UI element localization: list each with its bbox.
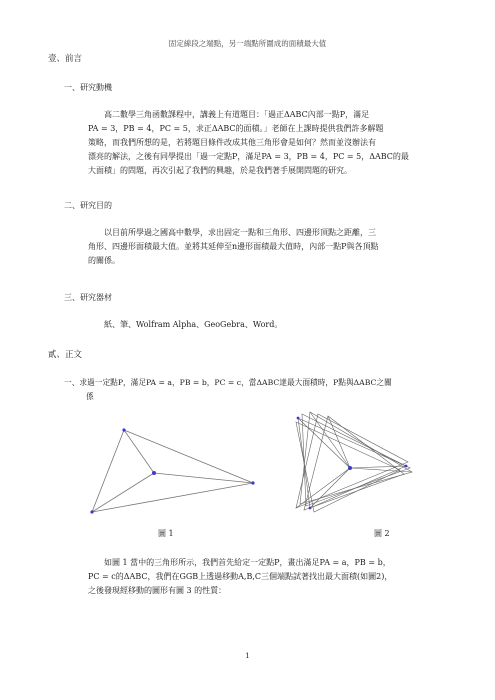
paragraph-line: 角形、四邊形面積最大值。並將其延伸至n邊形面積最大值時，內部一點P與各頂點 — [88, 242, 379, 251]
paragraph-line: 高二數學三角函數課程中，講義上有道題目：「過正ΔABC內部一點P，滿足 — [104, 110, 370, 119]
paragraph-line: 的關係。 — [88, 256, 120, 265]
paragraph-line: PC = c的ΔABC，我們在GGB上透過移動A,B,C三個端點試著找出最大面積(如圖2)， — [88, 572, 393, 581]
page-number: 1 — [245, 652, 250, 660]
paragraph-figure-description — [88, 556, 444, 598]
paragraph-purpose — [88, 226, 444, 268]
figure-2 — [288, 408, 418, 518]
triangle-trace — [304, 416, 404, 510]
segment-pb — [154, 473, 253, 483]
paragraph-line: 策略，而我們所想的是，若將題目條件改成其他三角形會是如何？然而並沒辦法有 — [88, 138, 376, 147]
paragraph-line: 紙、筆、Wolfram Alpha、GeoGebra、Word。 — [104, 320, 283, 329]
figure-2-caption: 圖 2 — [374, 529, 390, 538]
subsection-heading-purpose: 二、研究目的 — [64, 201, 112, 210]
vertex-b-dot — [251, 481, 254, 484]
point-p-dot — [348, 466, 352, 470]
triangle-abc-outline — [92, 430, 253, 512]
vertex-a-dot — [122, 428, 125, 431]
subsection-heading-equipment: 三、研究器材 — [64, 293, 112, 302]
vertex-dot — [405, 465, 408, 468]
paragraph-line: 以目前所學過之國高中數學，求出固定一點和三角形、四邊形頂點之距離，三 — [104, 228, 376, 237]
figure-1-caption: 圖 1 — [158, 529, 174, 538]
subsection-heading-problem-1 — [64, 376, 454, 404]
vertex-c-dot — [90, 510, 93, 513]
segment-trace — [350, 466, 406, 468]
heading-line: 係 — [86, 392, 94, 401]
section-heading-preface: 壹、前言 — [48, 54, 83, 64]
vertex-dot — [297, 417, 300, 420]
segment-trace — [350, 468, 412, 472]
paragraph-line: PA = 3，PB = 4，PC = 5，求正ΔABC的面積。」老師在上課時提供我們許多解題 — [88, 124, 384, 133]
paragraph-motivation — [88, 108, 444, 178]
paragraph-equipment — [88, 318, 444, 332]
paragraph-line: 大面積」的問題，再次引起了我們的興趣，於是我們著手展開問題的研究。 — [88, 166, 352, 175]
triangle-trace — [296, 414, 408, 508]
point-p-dot — [152, 471, 156, 475]
section-heading-main: 貳、正文 — [48, 350, 83, 360]
triangle-trace — [302, 414, 410, 506]
heading-line: 一、求過一定點P，滿足PA = a，PB = b，PC = c，當ΔABC達最大面積時，P點與ΔABC之關 — [64, 378, 392, 387]
paragraph-line: 漂亮的解法，之後有同學提出「過一定點P，滿足PA = 3，PB = 4，PC = 5，ΔABC的最 — [88, 152, 409, 161]
paragraph-line: 之後發現經移動的圖形有圖 3 的性質： — [88, 586, 227, 595]
vertex-dot — [309, 507, 312, 510]
triangle-trace — [300, 412, 412, 504]
paragraph-line: 如圖 1 當中的三角形所示，我們首先給定一定點P，畫出滿足PA = a，PB = b， — [104, 558, 391, 567]
figure-1 — [88, 422, 258, 518]
running-header: 固定線段之端點，另一端點所圍成的面積最大值 — [168, 39, 327, 48]
subsection-heading-motivation: 一、研究動機 — [64, 83, 112, 92]
overlaid-triangles — [296, 412, 412, 512]
